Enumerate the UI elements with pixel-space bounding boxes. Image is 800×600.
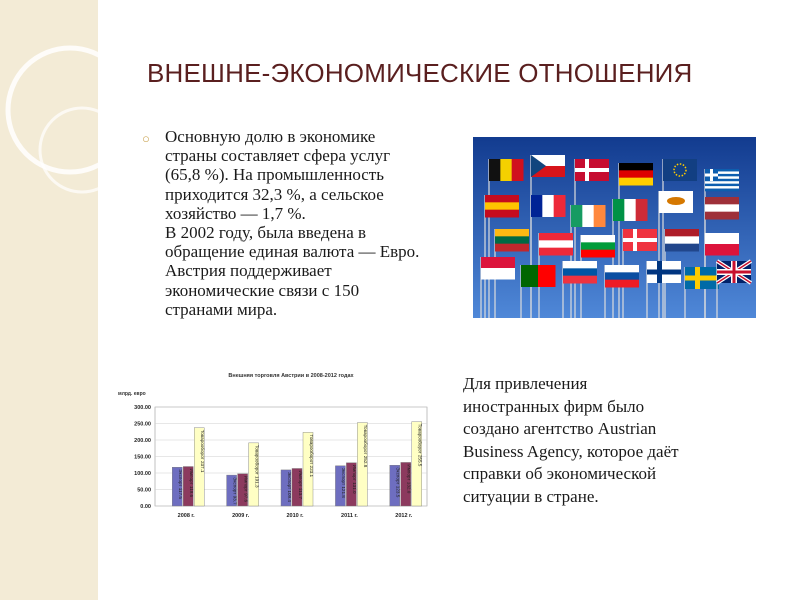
data-label: Товарооборот 223.1 [308, 434, 314, 478]
paragraph-line: справки об экономической [463, 464, 657, 484]
paragraph-line: ситуации в стране. [463, 486, 599, 506]
paragraph-line: обращение единая валюта — Евро. [165, 242, 420, 262]
data-label: Экспорт 93.7 [232, 477, 238, 505]
y-axis-label: млрд. евро [118, 391, 146, 397]
paragraph-line: иностранных фирм было [463, 396, 645, 416]
flags-image [473, 137, 756, 318]
slide-title: ВНЕШНЕ-ЭКОНОМИЧЕСКИЕ ОТНОШЕНИЯ [147, 58, 693, 88]
main-paragraph [165, 127, 475, 319]
data-label: Экспорт 121.8 [341, 467, 347, 498]
trade-chart [115, 365, 435, 525]
paragraph-line: Для привлечения [463, 374, 588, 393]
data-label: Импорт 131.0 [352, 464, 358, 494]
y-tick-label: 200.00 [134, 438, 151, 444]
data-label: Товарооборот 237.1 [200, 429, 205, 473]
x-tick-label: 2009 г. [232, 513, 250, 519]
paragraph-line: страны составляет сфера услуг [165, 146, 391, 166]
x-tick-label: 2012 г. [395, 513, 413, 519]
paragraph-line: Business Agency, которое даёт [463, 441, 679, 461]
paragraph-line: хозяйство — 1,7 %. [165, 203, 306, 223]
y-tick-label: 300.00 [134, 405, 151, 411]
x-tick-label: 2010 г. [286, 513, 304, 519]
data-label: Товарооборот 255.5 [417, 423, 423, 467]
y-tick-label: 100.00 [134, 471, 151, 477]
data-label: Экспорт 123.5 [395, 467, 401, 498]
bullet-icon: ○ [142, 131, 150, 146]
paragraph-line: создано агентство Austrian [463, 419, 657, 439]
paragraph-line: (65,8 %). На промышленность [165, 165, 384, 185]
data-label: Товарооборот 191.3 [254, 444, 260, 488]
chart-title: Внешняя торговля Австрии в 2008-2012 годах [228, 373, 354, 379]
data-label: Импорт 132.0 [406, 464, 412, 494]
paragraph-line: приходится 32,3 %, а сельское [165, 184, 384, 204]
agency-paragraph [463, 373, 763, 509]
data-label: Товарооборот 252.8 [363, 424, 369, 468]
y-tick-label: 0.00 [140, 504, 151, 510]
y-tick-label: 150.00 [134, 454, 151, 461]
data-label: Экспорт 117.5 [178, 469, 183, 499]
x-tick-label: 2008 г. [177, 513, 195, 519]
y-tick-label: 250.00 [134, 421, 151, 428]
paragraph-line: В 2002 году, была введена в [165, 223, 367, 243]
data-label: Экспорт 109.4 [286, 471, 292, 502]
data-label: Импорт 119.6 [189, 468, 194, 498]
data-label: Импорт 113.7 [297, 470, 303, 499]
paragraph-line: Австрия поддерживает [165, 261, 332, 281]
paragraph-line: странами мира. [165, 299, 278, 319]
data-label: Импорт 97.6 [243, 475, 249, 503]
x-tick-label: 2011 г. [341, 513, 358, 519]
paragraph-line: экономические связи с 150 [165, 280, 360, 300]
y-tick-label: 50.00 [137, 487, 151, 494]
paragraph-line: Основную долю в экономике [165, 127, 376, 146]
